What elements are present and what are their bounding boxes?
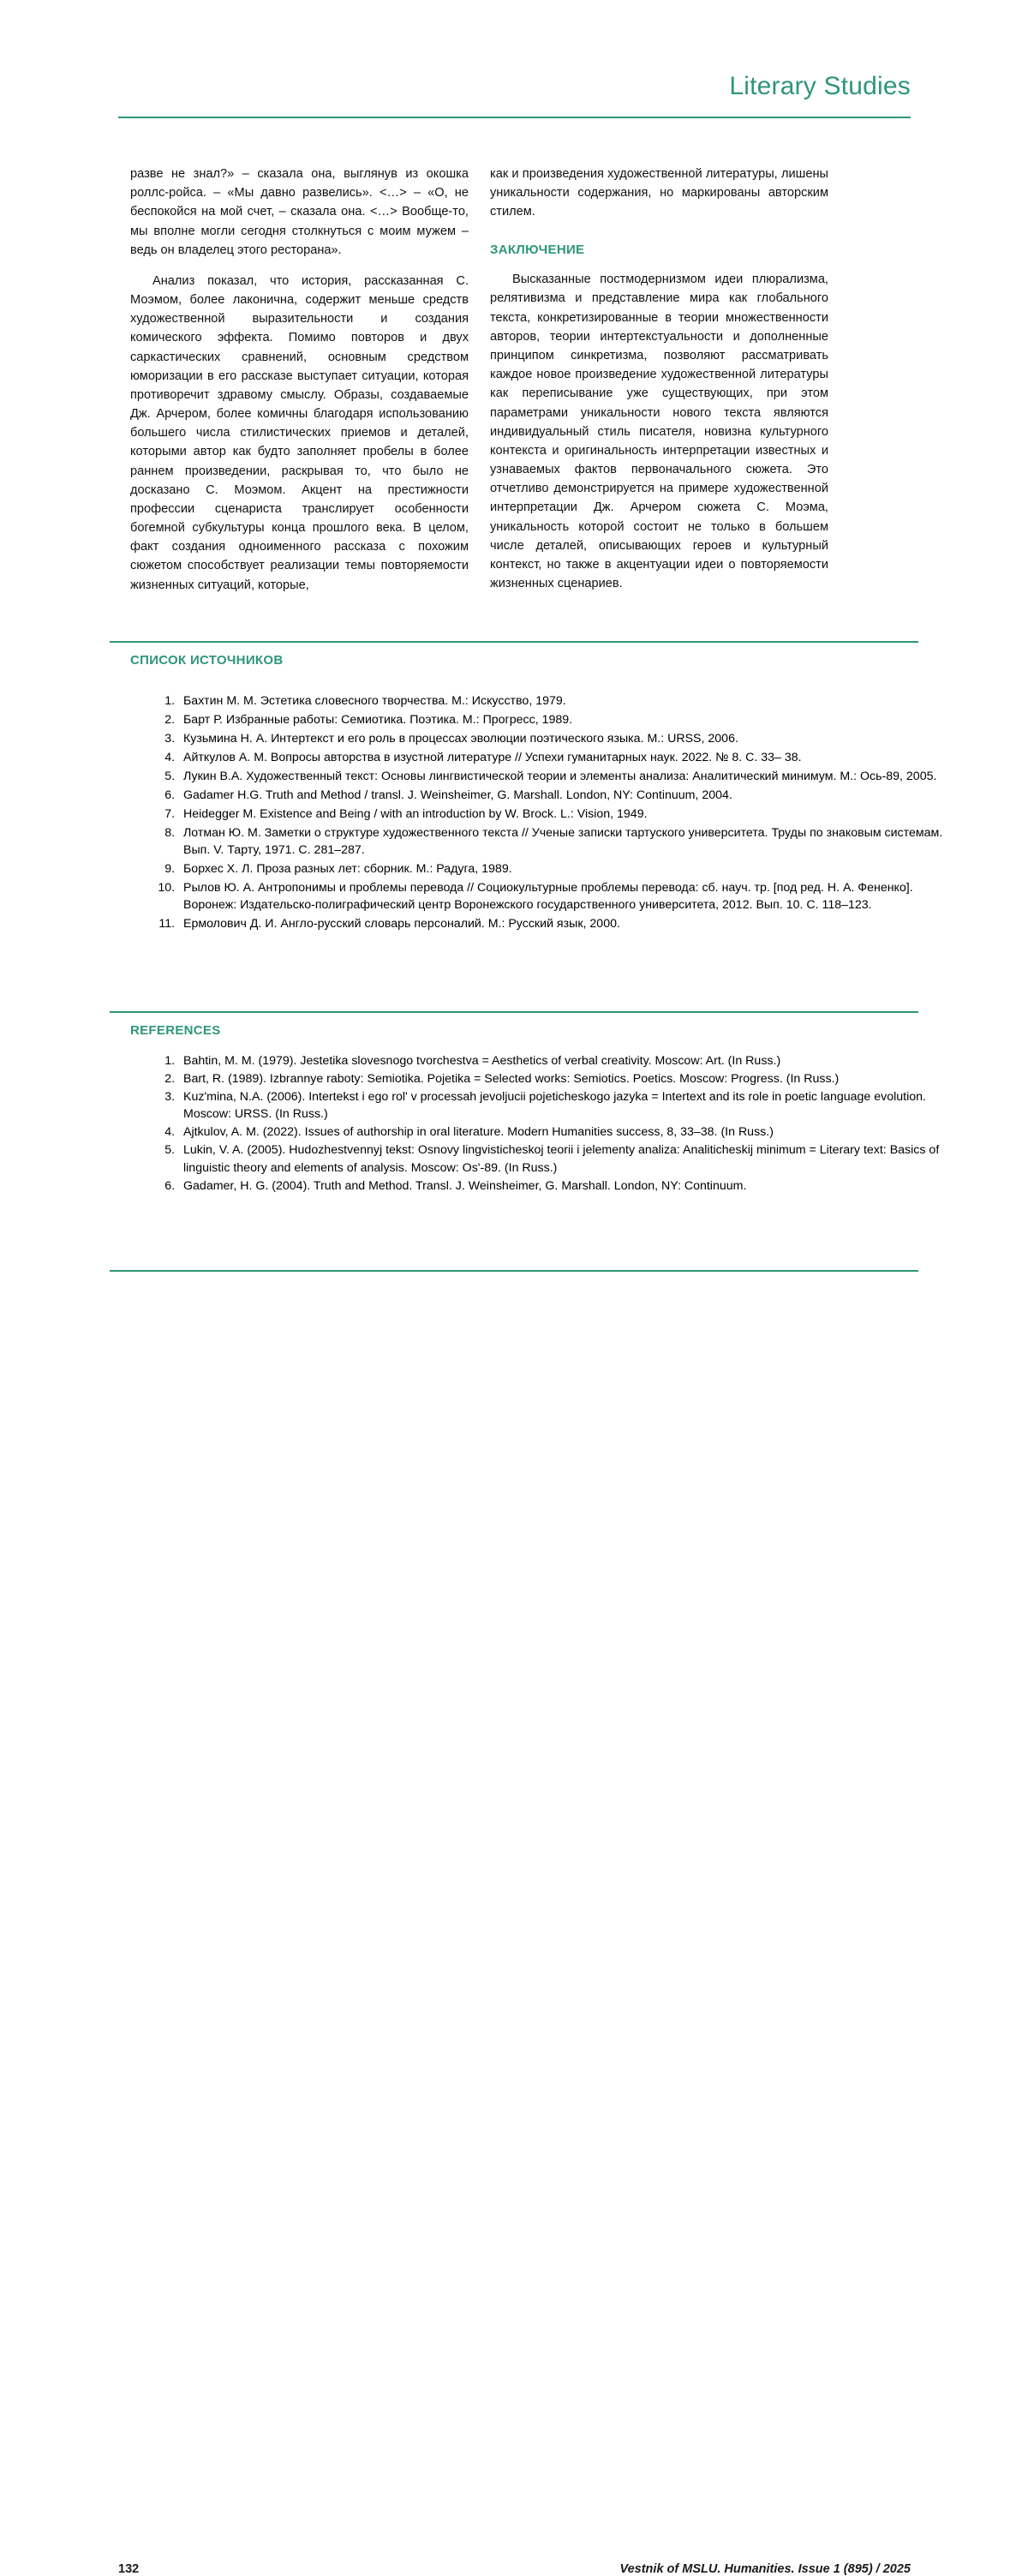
list-item: 3. Кузьмина Н. А. Интертекст и его роль в процессах эволюции поэтического языка. М.: URSS, 2006. bbox=[178, 730, 949, 747]
list-item: 8. Лотман Ю. М. Заметки о структуре художественного текста // Ученые записки тартуского университета. Труды по знаковым системам. Вып. V. Тарту, 1971. С. 281–287. bbox=[178, 824, 949, 860]
page-number: 132 bbox=[118, 2562, 140, 2576]
footer-divider bbox=[110, 1270, 918, 1272]
page-header bbox=[0, 0, 1028, 127]
list-item: 11. Ермолович Д. И. Англо-русский словарь персоналий. М.: Русский язык, 2000. bbox=[178, 915, 949, 932]
paragraph-analysis: Анализ показал, что история, рассказанная С. Моэмом, более лаконична, содержит меньше средств художественной выразительности и создания комического эффекта. Помимо повторов и двух саркастических сравнений, основным средством юморизации в его рассказе выступает ситуации, которая противоречит здравому смыслу. Образы, создаваемые Дж. Арчером, более комичны благодаря использованию большего числа стилистических приемов и деталей, которыми автор как будто заполняет пробелы в более раннем произведении, раскрывая то, что было не досказано С. Моэмом. Акцент на престижности профессии сценариста транслирует особенности богемной субкультуры конца прошлого века. В целом, факт создания одноименного рассказа с похожим сюжетом способствует реализации темы повторяемости жизненных ситуаций, которые, bbox=[130, 273, 469, 592]
header-divider bbox=[118, 117, 911, 118]
paragraph-conclusion: Высказанные постмодернизмом идеи плюрализма, релятивизма и представление мира как глобального текста, конкретизированные в теории множественности авторов, теории интертекстуальности и дополненные принципом синкретизма, позволяют рассматривать каждое новое произведение художественной литературы как переписывание уже существующих, при этом параметрами уникальности нового текста являются индивидуальный стиль писателя, новизна культурного контекста и оригинальность интерпретации известных и узнаваемых фактов первоначального сюжета. Это отчетливо демонстрируется на примере художественной интерпретации Дж. Арчером сюжета С. Моэма, уникальность которой состоит не только в большем числе деталей, описывающих героев и культурный контекст, но также в акцентуации идеи о повторяемости жизненных сценариев. bbox=[490, 273, 828, 591]
list-item: 3. Kuz'mina, N.A. (2006). Intertekst i ego rol' v processah jevoljucii pojeticheskogo jazyka = Intertext and its role in poetic language evolution. Moscow: URSS. (In Russ.) bbox=[178, 1088, 949, 1123]
paragraph-lead: как и произведения художественной литературы, лишены уникальности содержания, но маркированы авторским стилем. bbox=[490, 167, 828, 219]
references-divider bbox=[110, 1011, 918, 1013]
list-item: 5. Lukin, V. A. (2005). Hudozhestvennyj tekst: Osnovy lingvisticheskoj teorii i jelementy analiza: Analiticheskij minimum = Literary text: Basics of linguistic theory and elements of analysis. Moscow: Os'-89. (In Russ.) bbox=[178, 1141, 949, 1177]
list-item: 4. Ajtkulov, A. M. (2022). Issues of authorship in oral literature. Modern Humanities success, 8, 33–38. (In Russ.) bbox=[178, 1123, 949, 1141]
list-item: 9. Борхес Х. Л. Проза разных лет: сборник. М.: Радуга, 1989. bbox=[178, 860, 949, 878]
list-item: 10. Рылов Ю. А. Антропонимы и проблемы перевода // Социокультурные проблемы перевода: сб. науч. тр. [под ред. Н. А. Фененко]. Воронеж: Издательско-полиграфический центр Воронежского государственного университета, 2012. Вып. 10. С. 118–123. bbox=[178, 879, 949, 914]
sources-list bbox=[144, 692, 949, 934]
list-item: 1. Bahtin, M. M. (1979). Jestetika slovesnogo tvorchestva = Aesthetics of verbal creativity. Moscow: Art. (In Russ.) bbox=[178, 1052, 949, 1069]
sources-title: СПИСОК ИСТОЧНИКОВ bbox=[130, 653, 284, 668]
references-list bbox=[144, 1052, 949, 1195]
list-item: 7. Heidegger M. Existence and Being / with an introduction by W. Brock. L.: Vision, 1949. bbox=[178, 806, 949, 823]
right-text-column bbox=[490, 165, 828, 593]
left-text-column bbox=[130, 165, 469, 595]
list-item: 1. Бахтин М. М. Эстетика словесного творчества. М.: Искусство, 1979. bbox=[178, 692, 949, 710]
list-item: 6. Gadamer H.G. Truth and Method / transl. J. Weinsheimer, G. Marshall. London, NY: Continuum, 2004. bbox=[178, 787, 949, 804]
sources-divider bbox=[110, 641, 918, 643]
paragraph-continued: разве не знал?» – сказала она, выглянув из окошка роллс-ройса. – «Мы давно развелись». <…> – «О, не беспокойся на мой счет, – сказала она. <…> Вообще-то, мы вполне могли сегодня столкнуться с моим мужем – ведь он владелец этого ресторана». bbox=[130, 167, 469, 257]
section-heading-conclusion: ЗАКЛЮЧЕНИЕ bbox=[490, 242, 585, 257]
header-title: Literary Studies bbox=[729, 72, 911, 100]
journal-reference: Vestnik of MSLU. Humanities. Issue 1 (895) / 2025 bbox=[619, 2562, 911, 2576]
list-item: 2. Bart, R. (1989). Izbrannye raboty: Semiotika. Pojetika = Selected works: Semiotics. Poetics. Moscow: Progress. (In Russ.) bbox=[178, 1070, 949, 1087]
list-item: 2. Барт Р. Избранные работы: Семиотика. Поэтика. М.: Прогресс, 1989. bbox=[178, 711, 949, 728]
list-item: 4. Айткулов А. М. Вопросы авторства в изустной литературе // Успехи гуманитарных наук. 2022. № 8. С. 33– 38. bbox=[178, 749, 949, 766]
list-item: 6. Gadamer, H. G. (2004). Truth and Method. Transl. J. Weinsheimer, G. Marshall. London, NY: Continuum. bbox=[178, 1177, 949, 1195]
page-footer bbox=[0, 1277, 1028, 2576]
references-title: REFERENCES bbox=[130, 1023, 221, 1038]
list-item: 5. Лукин В.А. Художественный текст: Основы лингвистической теории и элементы анализа: Аналитический минимум. М.: Ось-89, 2005. bbox=[178, 768, 949, 785]
